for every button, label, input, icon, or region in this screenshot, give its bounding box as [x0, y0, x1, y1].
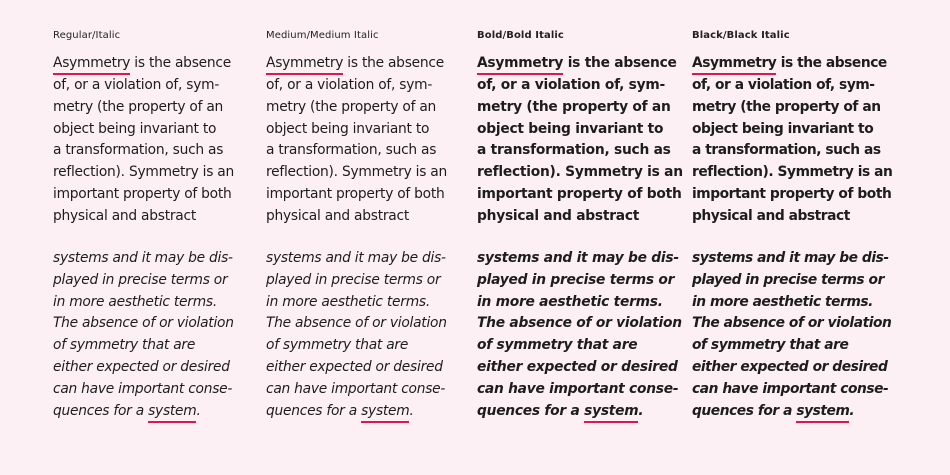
- text-line: can have important conse-: [692, 380, 889, 397]
- text-line: in more aesthetic terms.: [53, 293, 217, 310]
- text-line: of symmetry that are: [266, 337, 409, 354]
- text-line: [266, 53, 447, 75]
- text-line: in more aesthetic terms.: [477, 293, 663, 310]
- text-fragment: is the absence: [130, 55, 231, 71]
- weight-label: Black/Black Italic: [692, 30, 790, 41]
- text-line: of, or a violation of, sym-: [477, 77, 665, 93]
- text-fragment: .: [638, 402, 644, 419]
- text-line: object being invariant to: [53, 120, 217, 137]
- text-line: The absence of or violation: [53, 315, 234, 332]
- text-line: object being invariant to: [477, 120, 664, 137]
- italic-paragraph: [53, 248, 234, 423]
- roman-paragraph: [266, 53, 447, 228]
- text-line: physical and abstract: [477, 207, 640, 224]
- text-line: can have important conse-: [266, 380, 446, 397]
- text-line: physical and abstract: [692, 207, 850, 224]
- text-line: of symmetry that are: [53, 337, 196, 354]
- text-line: The absence of or violation: [266, 315, 447, 332]
- text-line: of, or a violation of, sym-: [692, 77, 875, 93]
- text-line: important property of both: [53, 185, 232, 202]
- text-line: of symmetry that are: [692, 337, 849, 354]
- text-line: [477, 401, 682, 423]
- text-line: reflection). Symmetry is an: [692, 164, 893, 181]
- text-fragment: quences for a: [477, 402, 585, 419]
- text-line: in more aesthetic terms.: [692, 293, 873, 310]
- text-fragment: .: [409, 402, 414, 419]
- text-line: systems and it may be dis-: [266, 250, 446, 266]
- text-line: either expected or desired: [692, 358, 888, 375]
- text-line: a transformation, such as: [477, 142, 671, 159]
- text-line: either expected or desired: [53, 358, 230, 375]
- text-line: played in precise terms or: [53, 271, 228, 288]
- text-line: reflection). Symmetry is an: [477, 164, 683, 181]
- text-line: [53, 401, 234, 423]
- text-line: systems and it may be dis-: [53, 250, 233, 266]
- text-line: played in precise terms or: [266, 271, 441, 288]
- text-line: of, or a violation of, sym-: [53, 77, 220, 93]
- text-fragment: quences for a: [266, 402, 362, 419]
- highlighted-word: system: [796, 403, 849, 423]
- text-line: can have important conse-: [53, 380, 233, 397]
- text-line: systems and it may be dis-: [692, 250, 889, 266]
- text-fragment: quences for a: [692, 402, 797, 419]
- text-line: [692, 401, 891, 423]
- roman-paragraph: [477, 53, 683, 228]
- italic-paragraph: [266, 248, 447, 423]
- text-line: [692, 53, 892, 75]
- text-line: can have important conse-: [477, 380, 679, 397]
- text-line: a transformation, such as: [266, 142, 437, 159]
- text-line: The absence of or violation: [477, 315, 682, 332]
- text-line: important property of both: [477, 185, 682, 202]
- text-line: in more aesthetic terms.: [266, 293, 430, 310]
- roman-paragraph: [692, 53, 892, 228]
- text-line: [53, 53, 234, 75]
- highlighted-word: system: [584, 403, 638, 423]
- text-line: The absence of or violation: [692, 315, 892, 332]
- text-line: [477, 53, 683, 75]
- text-line: physical and abstract: [53, 207, 196, 224]
- text-line: a transformation, such as: [692, 142, 881, 159]
- text-line: [266, 401, 447, 423]
- text-line: played in precise terms or: [477, 271, 675, 288]
- text-fragment: is the absence: [776, 55, 887, 71]
- highlighted-word: Asymmetry: [692, 55, 776, 75]
- text-fragment: quences for a: [53, 402, 149, 419]
- roman-paragraph: [53, 53, 234, 228]
- italic-paragraph: [477, 248, 682, 423]
- text-line: a transformation, such as: [53, 142, 224, 159]
- text-line: metry (the property of an: [692, 98, 881, 115]
- text-fragment: is the absence: [563, 55, 677, 71]
- text-line: important property of both: [266, 185, 445, 202]
- text-line: physical and abstract: [266, 207, 409, 224]
- highlighted-word: system: [148, 403, 196, 423]
- highlighted-word: Asymmetry: [477, 55, 563, 75]
- text-line: object being invariant to: [692, 120, 874, 137]
- weight-label: Bold/Bold Italic: [477, 30, 564, 41]
- text-line: reflection). Symmetry is an: [266, 164, 447, 181]
- text-line: played in precise terms or: [692, 271, 884, 288]
- text-line: of symmetry that are: [477, 337, 638, 354]
- text-line: metry (the property of an: [266, 98, 437, 115]
- text-fragment: is the absence: [343, 55, 444, 71]
- text-line: either expected or desired: [266, 358, 443, 375]
- italic-paragraph: [692, 248, 891, 423]
- highlighted-word: Asymmetry: [266, 55, 343, 75]
- highlighted-word: system: [361, 403, 409, 423]
- text-line: systems and it may be dis-: [477, 250, 679, 266]
- text-line: reflection). Symmetry is an: [53, 164, 234, 181]
- text-fragment: .: [849, 402, 855, 419]
- text-line: metry (the property of an: [477, 98, 671, 115]
- text-line: important property of both: [692, 185, 892, 202]
- text-line: either expected or desired: [477, 358, 678, 375]
- text-line: of, or a violation of, sym-: [266, 77, 433, 93]
- highlighted-word: Asymmetry: [53, 55, 130, 75]
- weight-label: Medium/Medium Italic: [266, 30, 379, 41]
- text-line: metry (the property of an: [53, 98, 224, 115]
- weight-label: Regular/Italic: [53, 30, 121, 41]
- text-fragment: .: [196, 402, 201, 419]
- text-line: object being invariant to: [266, 120, 430, 137]
